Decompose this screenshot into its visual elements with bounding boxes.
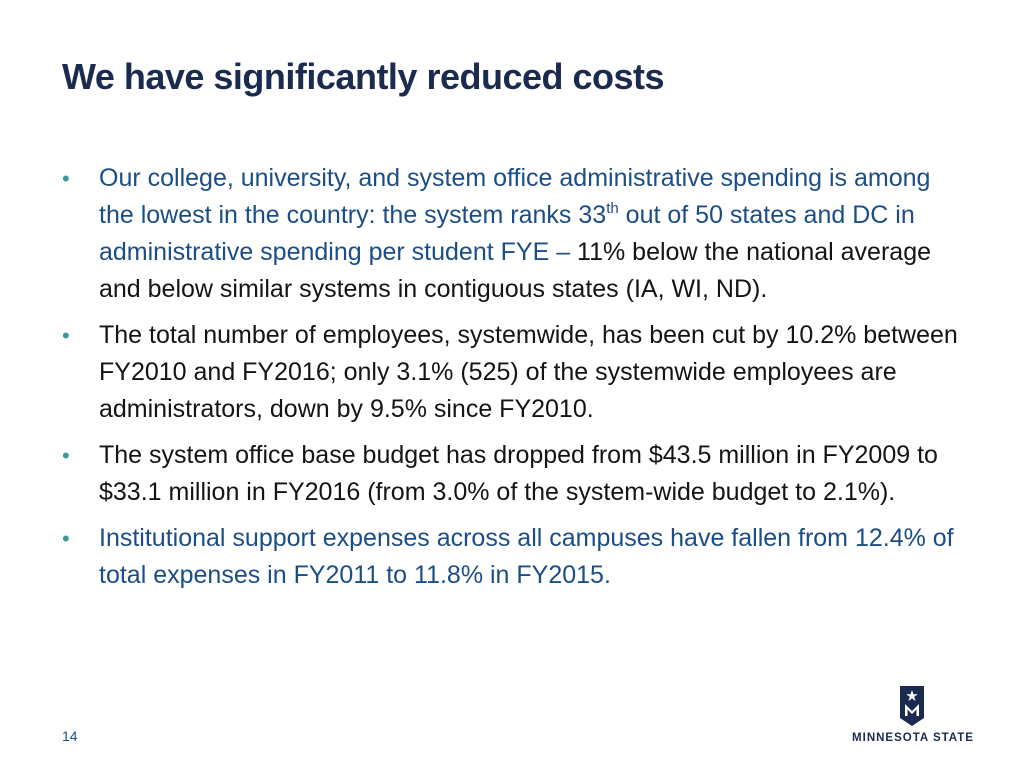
bullet-item <box>62 317 972 428</box>
bullet-text: Institutional support expenses across all campuses have fallen from 12.4% of total expenses in FY2011 to 11.8% in FY2015. <box>99 524 954 589</box>
bullet-dot-icon: • <box>62 323 70 348</box>
bullet-item <box>62 160 972 308</box>
page-number: 14 <box>62 728 78 744</box>
bullet-dot-icon: • <box>62 166 70 191</box>
ordinal-superscript: th <box>606 200 619 217</box>
bullet-text: The system office base budget has dropped from $43.5 million in FY2009 to $33.1 million in FY2016 (from 3.0% of the system-wide budget to 2.1%). <box>99 441 938 506</box>
bullet-list <box>62 160 972 594</box>
bullet-dot-icon: • <box>62 443 70 468</box>
bullet-text: out of 50 states and DC in administrative spending per student FYE – <box>99 201 915 266</box>
logo-text: MINNESOTA STATE <box>852 732 974 744</box>
bullet-text: Our college, university, and system office administrative spending is among the lowest in the country: the system ranks 33 <box>99 164 931 229</box>
slide-title: We have significantly reduced costs <box>62 56 665 97</box>
bullet-dot-icon: • <box>62 526 70 551</box>
bullet-item <box>62 437 972 511</box>
bullet-text: The total number of employees, systemwide, has been cut by 10.2% between FY2010 and FY2016; only 3.1% (525) of the systemwide employees are administrators, down by 9.5% since FY2010. <box>99 321 958 423</box>
minnesota-state-logo <box>850 686 976 758</box>
bullet-item <box>62 520 972 594</box>
minnesota-state-star-m-icon <box>900 686 924 726</box>
bullet-text: 11% below the national average and below similar systems in contiguous states (IA, WI, ND). <box>99 238 932 303</box>
